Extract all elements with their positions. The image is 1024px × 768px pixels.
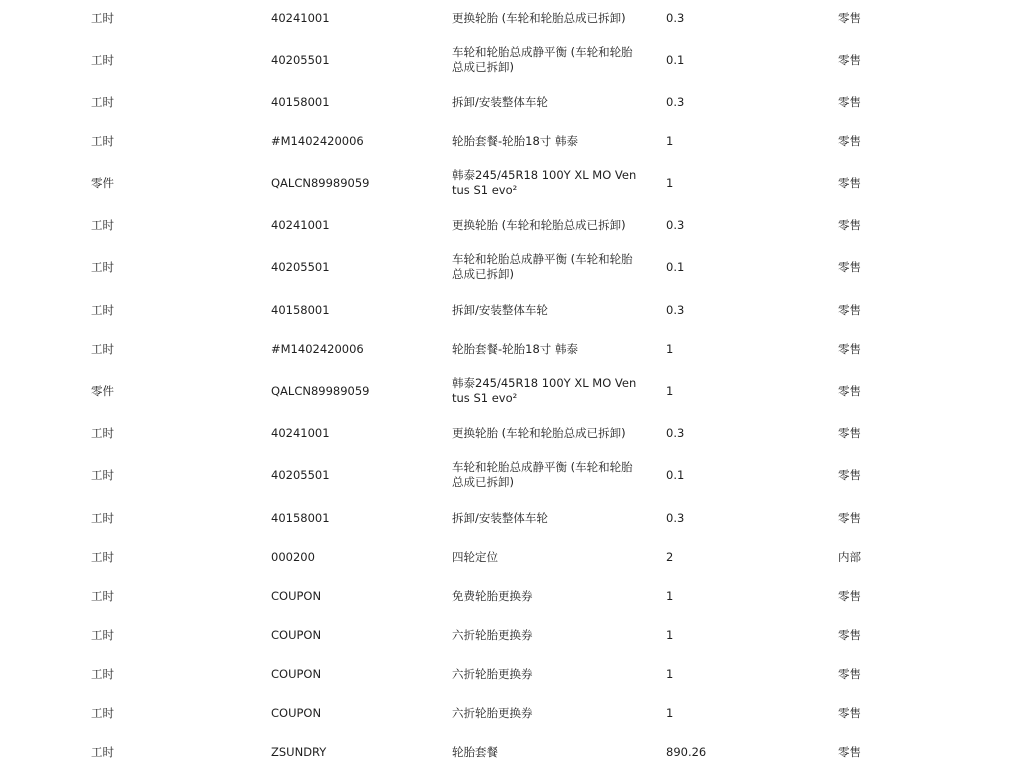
- item-type-cell: 工时: [91, 744, 114, 759]
- payment-type-cell: 零售: [838, 217, 861, 232]
- item-code-cell: #M1402420006: [271, 341, 364, 356]
- item-quantity-cell: 1: [666, 175, 674, 190]
- item-code-cell: 40158001: [271, 302, 330, 317]
- payment-type-cell: 零售: [838, 744, 861, 759]
- item-type-cell: 工时: [91, 705, 114, 720]
- item-description-cell: 六折轮胎更换券: [452, 666, 533, 681]
- item-description-cell: 四轮定位: [452, 549, 498, 564]
- item-quantity-cell: 0.3: [666, 217, 685, 232]
- item-description-cell: 轮胎套餐: [452, 744, 498, 759]
- item-type-cell: 工时: [91, 52, 114, 67]
- item-type-cell: 工时: [91, 133, 114, 148]
- payment-type-cell: 零售: [838, 627, 861, 642]
- item-type-cell: 零件: [91, 383, 114, 398]
- item-code-cell: 000200: [271, 549, 315, 564]
- item-type-cell: 工时: [91, 94, 114, 109]
- item-description-cell: 韩泰245/45R18 100Y XL MO Ventus S1 evo²: [452, 376, 637, 405]
- item-code-cell: COUPON: [271, 627, 322, 642]
- item-quantity-cell: 0.3: [666, 510, 685, 525]
- item-description-cell: 车轮和轮胎总成静平衡 (车轮和轮胎总成已拆卸): [452, 460, 633, 489]
- item-code-cell: 40241001: [271, 425, 330, 440]
- payment-type-cell: 零售: [838, 467, 861, 482]
- item-type-cell: 工时: [91, 341, 114, 356]
- item-description-cell: 轮胎套餐-轮胎18寸 韩泰: [452, 341, 578, 356]
- payment-type-cell: 零售: [838, 341, 861, 356]
- item-type-cell: 工时: [91, 510, 114, 525]
- item-code-cell: 40205501: [271, 259, 330, 274]
- item-description-cell: 更换轮胎 (车轮和轮胎总成已拆卸): [452, 425, 626, 440]
- payment-type-cell: 零售: [838, 52, 861, 67]
- item-code-cell: 40158001: [271, 510, 330, 525]
- payment-type-cell: 零售: [838, 10, 861, 25]
- item-type-cell: 工时: [91, 10, 114, 25]
- payment-type-cell: 零售: [838, 175, 861, 190]
- item-code-cell: QALCN89989059: [271, 383, 370, 398]
- item-quantity-cell: 0.3: [666, 10, 685, 25]
- item-code-cell: 40241001: [271, 217, 330, 232]
- item-type-cell: 工时: [91, 549, 114, 564]
- payment-type-cell: 零售: [838, 133, 861, 148]
- item-code-cell: ZSUNDRY: [271, 744, 327, 759]
- item-description-cell: 六折轮胎更换券: [452, 627, 533, 642]
- item-quantity-cell: 0.3: [666, 302, 685, 317]
- payment-type-cell: 零售: [838, 259, 861, 274]
- item-quantity-cell: 1: [666, 383, 674, 398]
- item-quantity-cell: 2: [666, 549, 674, 564]
- payment-type-cell: 零售: [838, 425, 861, 440]
- item-quantity-cell: 0.3: [666, 94, 685, 109]
- item-description-cell: 拆卸/安装整体车轮: [452, 510, 548, 525]
- payment-type-cell: 零售: [838, 94, 861, 109]
- payment-type-cell: 零售: [838, 383, 861, 398]
- item-quantity-cell: 0.3: [666, 425, 685, 440]
- item-type-cell: 工时: [91, 467, 114, 482]
- item-quantity-cell: 1: [666, 666, 674, 681]
- item-code-cell: 40241001: [271, 10, 330, 25]
- item-code-cell: 40205501: [271, 467, 330, 482]
- item-code-cell: 40205501: [271, 52, 330, 67]
- item-description-cell: 免费轮胎更换券: [452, 588, 533, 603]
- item-description-cell: 韩泰245/45R18 100Y XL MO Ventus S1 evo²: [452, 168, 637, 197]
- item-code-cell: 40158001: [271, 94, 330, 109]
- item-description-cell: 更换轮胎 (车轮和轮胎总成已拆卸): [452, 217, 626, 232]
- item-description-cell: 车轮和轮胎总成静平衡 (车轮和轮胎总成已拆卸): [452, 252, 633, 281]
- payment-type-cell: 零售: [838, 666, 861, 681]
- item-quantity-cell: 0.1: [666, 52, 685, 67]
- item-quantity-cell: 1: [666, 133, 674, 148]
- item-quantity-cell: 0.1: [666, 467, 685, 482]
- item-description-cell: 六折轮胎更换券: [452, 705, 533, 720]
- payment-type-cell: 零售: [838, 510, 861, 525]
- item-type-cell: 工时: [91, 666, 114, 681]
- item-type-cell: 工时: [91, 217, 114, 232]
- item-code-cell: COUPON: [271, 705, 322, 720]
- payment-type-cell: 零售: [838, 302, 861, 317]
- item-description-cell: 拆卸/安装整体车轮: [452, 302, 548, 317]
- item-type-cell: 工时: [91, 588, 114, 603]
- item-description-cell: 拆卸/安装整体车轮: [452, 94, 548, 109]
- payment-type-cell: 零售: [838, 705, 861, 720]
- item-quantity-cell: 0.1: [666, 259, 685, 274]
- item-code-cell: #M1402420006: [271, 133, 364, 148]
- item-type-cell: 工时: [91, 627, 114, 642]
- item-description-cell: 更换轮胎 (车轮和轮胎总成已拆卸): [452, 10, 626, 25]
- item-code-cell: QALCN89989059: [271, 175, 370, 190]
- item-quantity-cell: 1: [666, 588, 674, 603]
- item-quantity-cell: 1: [666, 627, 674, 642]
- item-type-cell: 工时: [91, 259, 114, 274]
- item-quantity-cell: 890.26: [666, 744, 707, 759]
- item-quantity-cell: 1: [666, 341, 674, 356]
- payment-type-cell: 零售: [838, 588, 861, 603]
- item-description-cell: 轮胎套餐-轮胎18寸 韩泰: [452, 133, 578, 148]
- item-type-cell: 工时: [91, 425, 114, 440]
- item-type-cell: 工时: [91, 302, 114, 317]
- item-code-cell: COUPON: [271, 666, 322, 681]
- item-quantity-cell: 1: [666, 705, 674, 720]
- item-description-cell: 车轮和轮胎总成静平衡 (车轮和轮胎总成已拆卸): [452, 45, 633, 74]
- item-type-cell: 零件: [91, 175, 114, 190]
- payment-type-cell: 内部: [838, 549, 861, 564]
- item-code-cell: COUPON: [271, 588, 322, 603]
